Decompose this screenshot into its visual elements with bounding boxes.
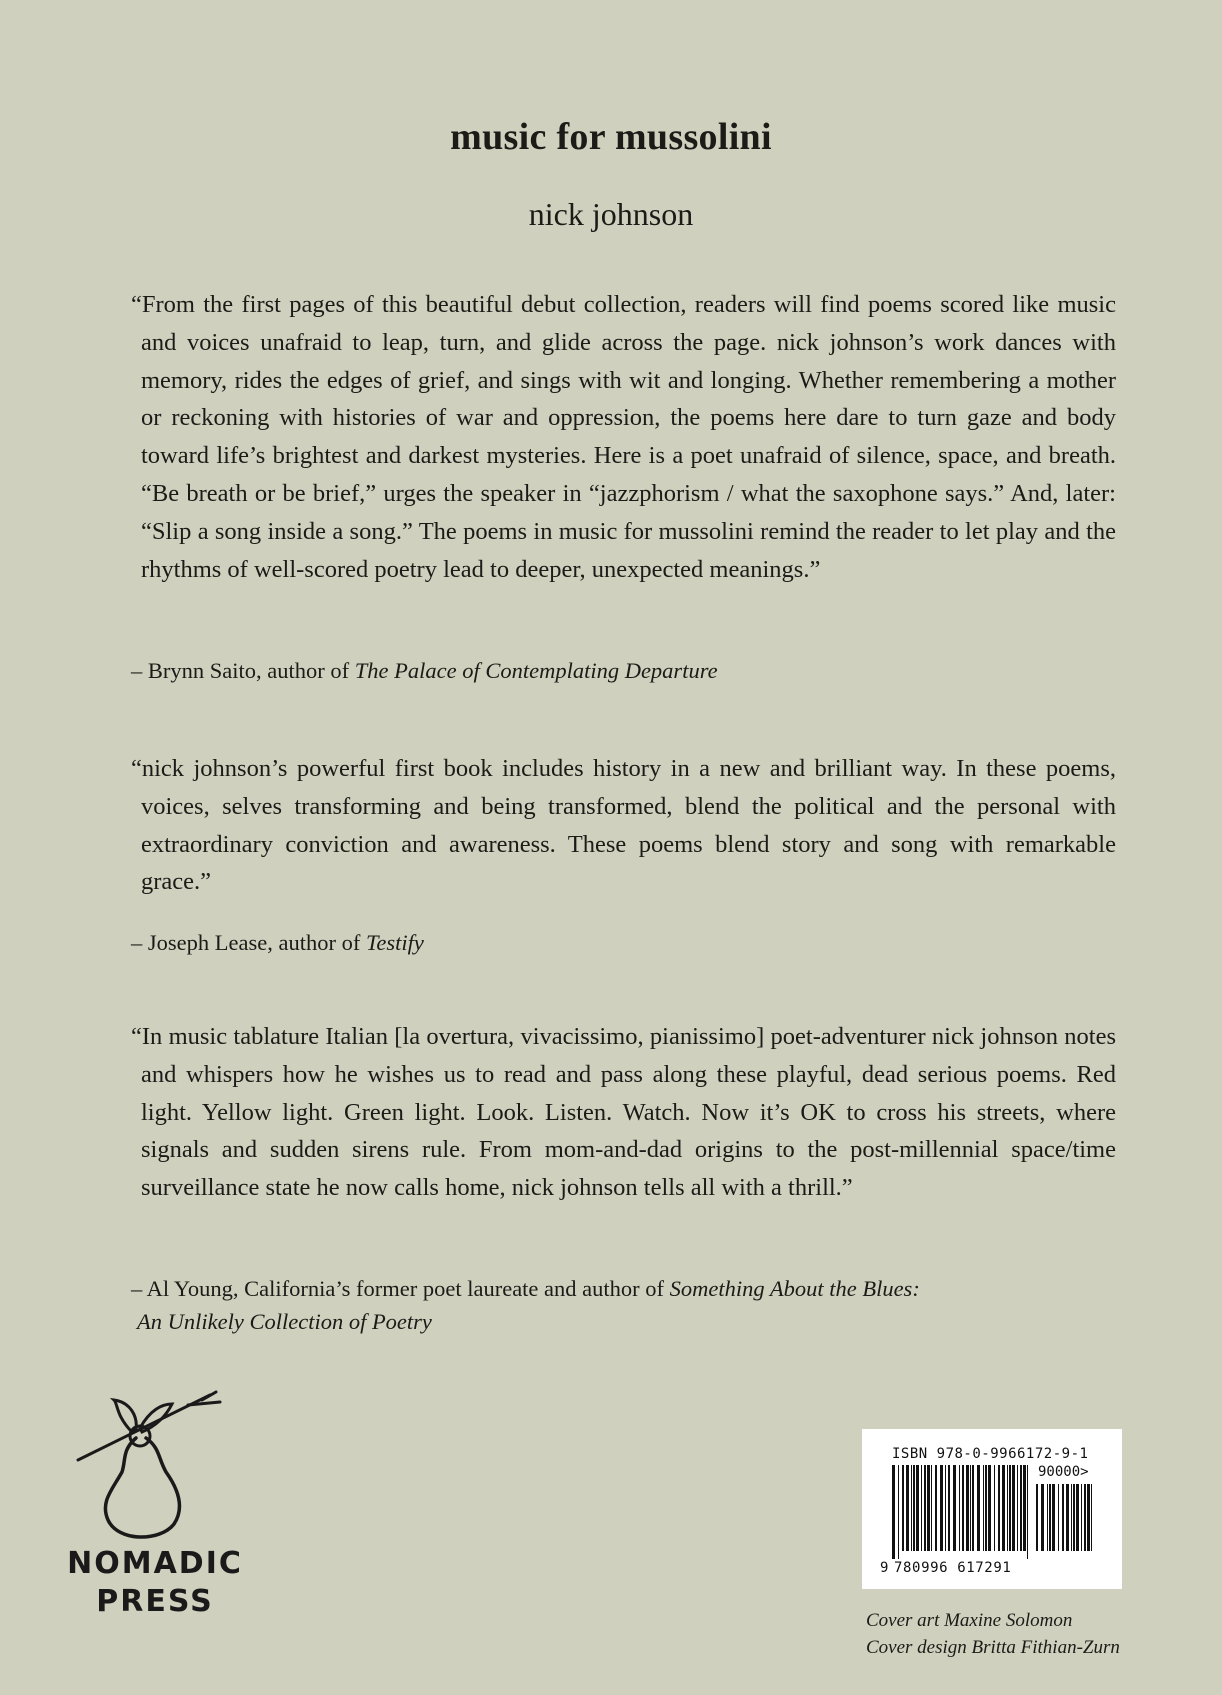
cover-credits	[866, 1607, 1120, 1661]
barcode-bar	[906, 1465, 909, 1551]
barcode-bar	[1058, 1484, 1059, 1551]
barcode-bar	[970, 1465, 971, 1551]
barcode-bar	[1012, 1465, 1015, 1551]
barcode-bar	[1017, 1465, 1018, 1551]
barcode-bar	[1027, 1465, 1028, 1559]
barcode-bar	[940, 1465, 943, 1551]
blurb-text: “From the first pages of this beautiful debut collection, readers will find poems scored like music and voices unafraid to leap, turn, and glide across the page. nick johnson’s work dances with memory, rides the edges of grief, and sings with wit and longing. Whether remembering a mother or reckoning with histories of war and oppression, the poems here dare to turn gaze and body toward life’s brightest and darkest mysteries. Here is a poet unafraid of silence, space, and breath. “Be breath or be brief,” urges the speaker in “jazzphorism / what the saxophone says.” And, later: “Slip a song inside a song.” The poems in music for mussolini remind the reader to let play and the rhythms of well-scored poetry lead to deeper, unexpected meanings.”	[131, 291, 1116, 583]
publisher-line-2: PRESS	[96, 1584, 214, 1619]
barcode-bar	[1071, 1484, 1072, 1551]
cover-art-credit: Cover art Maxine Solomon	[866, 1610, 1073, 1631]
book-author: nick johnson	[528, 196, 694, 232]
isbn-barcode	[862, 1429, 1122, 1589]
barcode-bar	[966, 1465, 969, 1551]
barcode-bar	[892, 1465, 895, 1559]
barcode-bar	[935, 1465, 937, 1551]
pear-branch-icon	[70, 1390, 240, 1550]
barcode-bar	[1087, 1484, 1090, 1551]
barcode-bar	[985, 1465, 987, 1551]
barcode-bar	[902, 1465, 904, 1551]
barcode-bar	[921, 1465, 922, 1551]
attribution-work: Testify	[365, 930, 424, 955]
barcode-bar	[1062, 1484, 1064, 1551]
barcode-bar	[1073, 1484, 1075, 1551]
attribution-text: – Joseph Lease, author of	[131, 930, 366, 955]
barcode-bar	[1081, 1484, 1082, 1551]
barcode-bar	[1023, 1465, 1026, 1551]
barcode-bar	[924, 1465, 926, 1551]
barcode-bar	[1002, 1465, 1005, 1551]
blurb-attribution-1	[131, 654, 1031, 687]
isbn-addon-label: 90000>	[1038, 1464, 1089, 1480]
barcode-bar	[911, 1465, 912, 1551]
barcode-bar	[998, 1465, 1000, 1551]
barcode-bar	[945, 1465, 946, 1551]
barcode-bar	[1047, 1484, 1048, 1551]
publisher-line-1: NOMADIC	[67, 1546, 243, 1581]
barcode-bar	[1009, 1465, 1011, 1551]
ean-lead-digit: 9	[880, 1560, 889, 1576]
barcode-bar	[962, 1465, 964, 1551]
barcode-bar	[927, 1465, 930, 1551]
cover-design-credit: Cover design Britta Fithian-Zurn	[866, 1637, 1120, 1658]
barcode-bar	[916, 1465, 919, 1551]
barcode-bar	[1076, 1484, 1079, 1551]
attribution-work-line2: An Unlikely Collection of Poetry	[137, 1309, 432, 1334]
barcode-bar	[1049, 1484, 1051, 1551]
barcode-bar	[972, 1465, 974, 1551]
blurb-quote-2	[131, 750, 1116, 901]
barcode-bar	[1036, 1484, 1038, 1551]
barcode-bar	[898, 1465, 899, 1559]
barcode-bar	[1052, 1484, 1055, 1551]
barcode-bar	[959, 1465, 960, 1551]
attribution-text: – Brynn Saito, author of	[131, 658, 355, 683]
attribution-work: The Palace of Contemplating Departure	[354, 658, 718, 683]
barcode-bar	[1091, 1484, 1092, 1551]
blurb-text: “nick johnson’s powerful first book includes history in a new and brilliant way. In these poems, voices, selves transforming and being transformed, blend the political and the personal with extraordinary conviction and awareness. These poems blend story and song with remarkable grace.”	[131, 755, 1116, 896]
blurb-attribution-3	[131, 1272, 1031, 1338]
blurb-attribution-2	[131, 926, 1031, 959]
barcode-bar	[994, 1465, 995, 1551]
blurb-text: “In music tablature Italian [la overtura, vivacissimo, pianissimo] poet-adventurer nick johnson notes and whispers how he wishes us to read and pass along these playful, dead serious poems. Red light. Yellow light. Green light. Look. Listen. Watch. Now it’s OK to cross his streets, where signals and sudden sirens rule. From mom-and-dad origins to the post-millennial space/time surveillance state he now calls home, nick johnson tells all with a thrill.”	[131, 1023, 1116, 1202]
book-title: music for mussolini	[450, 116, 772, 158]
barcode-bar	[913, 1465, 915, 1551]
barcode-bar	[1020, 1465, 1022, 1551]
barcode-bar	[977, 1465, 980, 1551]
barcode-bar	[1007, 1465, 1008, 1551]
barcode-bar	[1084, 1484, 1086, 1551]
attribution-text: – Al Young, California’s former poet laureate and author of	[131, 1276, 670, 1301]
barcode-bar	[1066, 1484, 1069, 1551]
publisher-name	[60, 1545, 250, 1621]
isbn-label: ISBN 978-0-9966172-9-1	[892, 1446, 1089, 1462]
barcode-bar	[953, 1465, 956, 1551]
barcode-bar	[1041, 1484, 1044, 1551]
ean-digits: 780996 617291	[894, 1560, 1012, 1576]
attribution-work: Something About the Blues:	[669, 1276, 920, 1301]
barcode-bar	[983, 1465, 984, 1551]
publisher-logo	[60, 1390, 250, 1620]
barcode-bar	[948, 1465, 950, 1551]
blurb-quote-3	[131, 1018, 1116, 1207]
barcode-bar	[988, 1465, 991, 1551]
blurb-quote-1	[131, 286, 1116, 588]
barcode-bar	[931, 1465, 932, 1551]
